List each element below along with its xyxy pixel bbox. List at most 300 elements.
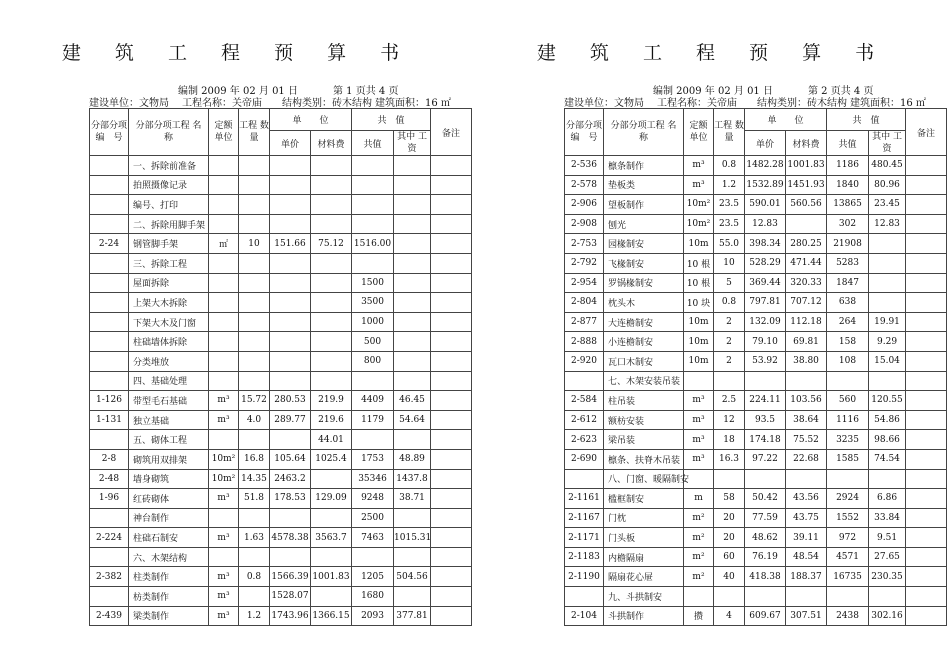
cell-quantity: [239, 430, 270, 450]
cell-total-value: 800: [352, 351, 394, 371]
cell-unit: m²: [684, 528, 714, 548]
cell-note: [431, 606, 472, 626]
cell-note: [906, 508, 947, 528]
cell-name: 内檐隔扇: [604, 547, 684, 567]
cell-material-fee: [311, 312, 352, 332]
table-row: [565, 587, 947, 607]
cell-total-value: 1205: [352, 567, 394, 587]
header-total-value: 共值: [827, 131, 869, 156]
cell-material-fee: 307.51: [786, 606, 827, 626]
cell-labor: 33.84: [869, 508, 906, 528]
cell-material-fee: [311, 587, 352, 607]
cell-labor: [394, 234, 431, 254]
cell-unit: [209, 430, 239, 450]
cell-labor: 74.54: [869, 449, 906, 469]
cell-labor: [394, 214, 431, 234]
cell-material-fee: [311, 371, 352, 391]
cell-code: [90, 195, 129, 215]
cell-unit-price: 1566.39: [270, 567, 311, 587]
cell-material-fee: 320.33: [786, 273, 827, 293]
cell-total-value: 1500: [352, 273, 394, 293]
cell-note: [906, 449, 947, 469]
table-row: [90, 508, 472, 528]
cell-name: 钢管脚手架: [129, 234, 209, 254]
cell-note: [906, 214, 947, 234]
cell-note: [431, 351, 472, 371]
cell-unit-price: [270, 253, 311, 273]
cell-unit-price: 609.67: [745, 606, 786, 626]
cell-total-value: [352, 430, 394, 450]
cell-name: 一、拆除前准备: [129, 156, 209, 176]
cell-material-fee: 1025.4: [311, 449, 352, 469]
cell-quantity: 2: [714, 332, 745, 352]
cell-quantity: 15.72: [239, 391, 270, 411]
table-row: [565, 567, 947, 587]
cell-labor: 12.83: [869, 214, 906, 234]
cell-quantity: [239, 587, 270, 607]
building-area: 建筑面积：16 ㎡: [375, 98, 451, 109]
table-row: [565, 508, 947, 528]
cell-note: [906, 351, 947, 371]
cell-code: 2-104: [565, 606, 604, 626]
cell-quantity: 16.3: [714, 449, 745, 469]
table-row: [90, 214, 472, 234]
table-row: [90, 547, 472, 567]
cell-labor: [394, 508, 431, 528]
header-note: 备注: [906, 109, 947, 156]
cell-labor: 480.45: [869, 156, 906, 176]
cell-name: 枋类制作: [129, 587, 209, 607]
cell-unit: [209, 547, 239, 567]
cell-name: 罗锅椽制安: [604, 273, 684, 293]
cell-labor: 9.29: [869, 332, 906, 352]
budget-table: [89, 108, 472, 626]
cell-material-fee: [311, 195, 352, 215]
header-quantity: 工程 数量: [239, 109, 270, 156]
cell-code: 2-792: [565, 253, 604, 273]
cell-quantity: 2: [714, 312, 745, 332]
cell-total-value: [352, 253, 394, 273]
table-row: [565, 195, 947, 215]
cell-labor: [394, 273, 431, 293]
cell-name: 编号、打印: [129, 195, 209, 215]
cell-note: [431, 371, 472, 391]
cell-code: [565, 587, 604, 607]
table-row: [565, 234, 947, 254]
page-title: 建 筑 工 程 预 算 书: [61, 42, 414, 64]
cell-quantity: [239, 351, 270, 371]
cell-note: [431, 449, 472, 469]
cell-unit-price: 289.77: [270, 410, 311, 430]
table-row: [565, 293, 947, 313]
cell-code: [90, 587, 129, 607]
cell-material-fee: 22.68: [786, 449, 827, 469]
cell-labor: 230.35: [869, 567, 906, 587]
header-note: 备注: [431, 109, 472, 156]
cell-material-fee: [311, 175, 352, 195]
cell-code: [90, 371, 129, 391]
table-row: [90, 293, 472, 313]
header-name: 分部分项工程 名 称: [604, 109, 684, 156]
cell-unit-price: [270, 547, 311, 567]
cell-unit-price: 97.22: [745, 449, 786, 469]
cell-name: 分类堆放: [129, 351, 209, 371]
cell-name: 柱础墙体拆除: [129, 332, 209, 352]
cell-material-fee: 280.25: [786, 234, 827, 254]
cell-material-fee: 43.75: [786, 508, 827, 528]
cell-quantity: [714, 587, 745, 607]
page-number: 第 1 页共 4 页: [333, 86, 399, 97]
cell-labor: [394, 293, 431, 313]
cell-note: [906, 410, 947, 430]
cell-material-fee: [311, 469, 352, 489]
cell-quantity: 18: [714, 430, 745, 450]
cell-code: [565, 469, 604, 489]
cell-labor: 302.16: [869, 606, 906, 626]
construction-unit: 建设单位：文物局: [564, 98, 644, 109]
cell-unit-price: 224.11: [745, 391, 786, 411]
cell-name: 垫板类: [604, 175, 684, 195]
cell-note: [906, 293, 947, 313]
table-row: [565, 253, 947, 273]
cell-unit: m³: [209, 567, 239, 587]
cell-labor: [869, 293, 906, 313]
cell-labor: [394, 332, 431, 352]
cell-material-fee: [311, 156, 352, 176]
cell-labor: [394, 351, 431, 371]
cell-total-value: 4409: [352, 391, 394, 411]
cell-material-fee: 1366.15: [311, 606, 352, 626]
cell-unit: 10 根: [684, 273, 714, 293]
cell-note: [906, 567, 947, 587]
cell-unit-price: [270, 332, 311, 352]
cell-unit-price: 280.53: [270, 391, 311, 411]
cell-labor: 54.86: [869, 410, 906, 430]
cell-total-value: 638: [827, 293, 869, 313]
cell-name: 下架大木及门窗: [129, 312, 209, 332]
cell-labor: 27.65: [869, 547, 906, 567]
cell-material-fee: [786, 214, 827, 234]
cell-material-fee: [311, 547, 352, 567]
cell-unit-price: [745, 587, 786, 607]
cell-unit: [209, 156, 239, 176]
cell-material-fee: [311, 351, 352, 371]
cell-unit: 10m: [684, 351, 714, 371]
cell-quantity: [239, 332, 270, 352]
cell-code: 1-131: [90, 410, 129, 430]
cell-total-value: [352, 195, 394, 215]
cell-material-fee: [311, 293, 352, 313]
cell-name: 六、木架结构: [129, 547, 209, 567]
table-row: [565, 449, 947, 469]
cell-total-value: 108: [827, 351, 869, 371]
cell-quantity: [239, 547, 270, 567]
cell-material-fee: 471.44: [786, 253, 827, 273]
cell-note: [431, 508, 472, 528]
cell-note: [906, 587, 947, 607]
cell-unit: m³: [684, 449, 714, 469]
cell-material-fee: [786, 371, 827, 391]
cell-name: 槛框制安: [604, 489, 684, 509]
table-row: [565, 410, 947, 430]
cell-total-value: [352, 156, 394, 176]
cell-material-fee: 188.37: [786, 567, 827, 587]
cell-code: 2-1167: [565, 508, 604, 528]
cell-labor: [394, 156, 431, 176]
cell-note: [906, 528, 947, 548]
compile-date: 编制 2009 年 02 月 01 日: [653, 86, 773, 97]
cell-code: 2-578: [565, 175, 604, 195]
structure-type: 结构类别：砖木结构: [757, 98, 847, 109]
cell-total-value: [827, 469, 869, 489]
cell-unit: m²: [684, 547, 714, 567]
cell-quantity: 23.5: [714, 195, 745, 215]
cell-labor: [394, 312, 431, 332]
header-total-group: 共 值: [827, 109, 906, 131]
cell-material-fee: 129.09: [311, 489, 352, 509]
cell-note: [906, 156, 947, 176]
cell-unit-price: 151.66: [270, 234, 311, 254]
table-row: [90, 312, 472, 332]
cell-note: [906, 253, 947, 273]
header-unit: 定额 单位: [209, 109, 239, 156]
cell-unit: 攒: [684, 606, 714, 626]
page-number: 第 2 页共 4 页: [808, 86, 874, 97]
header-code: 分部分项 编 号: [565, 109, 604, 156]
cell-unit: [209, 293, 239, 313]
cell-note: [906, 234, 947, 254]
cell-unit: [209, 312, 239, 332]
cell-unit: [209, 508, 239, 528]
cell-note: [431, 587, 472, 607]
cell-labor: [869, 234, 906, 254]
cell-material-fee: [311, 508, 352, 528]
cell-unit-price: [270, 156, 311, 176]
cell-quantity: 1.63: [239, 528, 270, 548]
cell-code: [90, 175, 129, 195]
table-row: [90, 253, 472, 273]
cell-quantity: 16.8: [239, 449, 270, 469]
cell-unit: [209, 175, 239, 195]
cell-note: [431, 528, 472, 548]
cell-unit-price: 76.19: [745, 547, 786, 567]
cell-code: 2-888: [565, 332, 604, 352]
cell-code: 2-753: [565, 234, 604, 254]
cell-total-value: 1516.00: [352, 234, 394, 254]
cell-unit: m³: [209, 489, 239, 509]
cell-material-fee: 44.01: [311, 430, 352, 450]
cell-quantity: 0.8: [239, 567, 270, 587]
cell-total-value: 1552: [827, 508, 869, 528]
header-quantity: 工程 数量: [714, 109, 745, 156]
cell-unit-price: [270, 293, 311, 313]
table-row: [565, 606, 947, 626]
project-name: 工程名称：关帝庙: [657, 98, 737, 109]
cell-code: 2-908: [565, 214, 604, 234]
cell-unit-price: [270, 371, 311, 391]
cell-code: [565, 371, 604, 391]
header-total-value: 共值: [352, 131, 394, 156]
cell-unit-price: 79.10: [745, 332, 786, 352]
cell-labor: [869, 371, 906, 391]
table-row: [90, 430, 472, 450]
cell-quantity: 1.2: [239, 606, 270, 626]
cell-total-value: 1847: [827, 273, 869, 293]
cell-code: [90, 156, 129, 176]
cell-name: 枕头木: [604, 293, 684, 313]
cell-unit: [209, 332, 239, 352]
cell-name: 九、斗拱制安: [604, 587, 684, 607]
cell-unit: [209, 273, 239, 293]
cell-labor: 1437.8: [394, 469, 431, 489]
cell-total-value: [352, 371, 394, 391]
table-row: [565, 214, 947, 234]
cell-quantity: 51.8: [239, 489, 270, 509]
cell-material-fee: 112.18: [786, 312, 827, 332]
cell-name: 七、木架安装吊装: [604, 371, 684, 391]
cell-code: [90, 430, 129, 450]
cell-code: 2-1171: [565, 528, 604, 548]
cell-material-fee: 75.52: [786, 430, 827, 450]
cell-unit: 10m²: [684, 195, 714, 215]
cell-name: 刨光: [604, 214, 684, 234]
cell-unit: m³: [684, 156, 714, 176]
cell-note: [431, 214, 472, 234]
cell-name: 隔扇花心屉: [604, 567, 684, 587]
cell-total-value: 1585: [827, 449, 869, 469]
cell-code: 2-584: [565, 391, 604, 411]
cell-unit-price: 77.59: [745, 508, 786, 528]
cell-quantity: [239, 312, 270, 332]
cell-note: [906, 469, 947, 489]
cell-unit: m³: [209, 587, 239, 607]
cell-material-fee: [311, 273, 352, 293]
cell-unit-price: 1532.89: [745, 175, 786, 195]
cell-unit-price: 105.64: [270, 449, 311, 469]
cell-code: 2-954: [565, 273, 604, 293]
cell-quantity: 1.2: [714, 175, 745, 195]
cell-quantity: 14.35: [239, 469, 270, 489]
cell-total-value: [827, 371, 869, 391]
cell-quantity: [239, 214, 270, 234]
cell-name: 三、拆除工程: [129, 253, 209, 273]
header-unit-price: 单价: [270, 131, 311, 156]
cell-quantity: 23.5: [714, 214, 745, 234]
cell-labor: [394, 195, 431, 215]
cell-name: 拍照摄像记录: [129, 175, 209, 195]
cell-quantity: 55.0: [714, 234, 745, 254]
cell-total-value: 7463: [352, 528, 394, 548]
table-row: [90, 175, 472, 195]
cell-code: 2-1161: [565, 489, 604, 509]
cell-total-value: 1840: [827, 175, 869, 195]
cell-quantity: 5: [714, 273, 745, 293]
cell-unit-price: 797.81: [745, 293, 786, 313]
cell-unit: [684, 587, 714, 607]
cell-code: 2-804: [565, 293, 604, 313]
table-row: [565, 351, 947, 371]
cell-quantity: 2: [714, 351, 745, 371]
cell-labor: [394, 587, 431, 607]
cell-note: [431, 547, 472, 567]
cell-material-fee: 75.12: [311, 234, 352, 254]
cell-code: 2-8: [90, 449, 129, 469]
cell-note: [906, 332, 947, 352]
cell-material-fee: 560.56: [786, 195, 827, 215]
table-row: [90, 156, 472, 176]
header-price-group: 单 位: [270, 109, 352, 131]
cell-material-fee: 219.9: [311, 391, 352, 411]
cell-unit: 10m²: [209, 449, 239, 469]
cell-unit-price: [270, 430, 311, 450]
cell-note: [906, 175, 947, 195]
cell-quantity: 2.5: [714, 391, 745, 411]
cell-name: 大连檐制安: [604, 312, 684, 332]
cell-unit-price: 4578.38: [270, 528, 311, 548]
cell-code: 2-690: [565, 449, 604, 469]
cell-note: [431, 195, 472, 215]
cell-quantity: [239, 371, 270, 391]
cell-unit: 10 块: [684, 293, 714, 313]
cell-total-value: 158: [827, 332, 869, 352]
cell-note: [431, 391, 472, 411]
cell-note: [906, 430, 947, 450]
cell-unit-price: 1482.28: [745, 156, 786, 176]
cell-note: [431, 430, 472, 450]
cell-unit-price: 398.34: [745, 234, 786, 254]
header-unit: 定额 单位: [684, 109, 714, 156]
cell-quantity: [239, 156, 270, 176]
cell-note: [431, 567, 472, 587]
cell-name: 砌筑用双排架: [129, 449, 209, 469]
cell-total-value: 2438: [827, 606, 869, 626]
cell-name: 柱础石制安: [129, 528, 209, 548]
cell-labor: 6.86: [869, 489, 906, 509]
cell-material-fee: [786, 587, 827, 607]
cell-unit: m²: [684, 508, 714, 528]
cell-unit: m³: [209, 528, 239, 548]
cell-name: 梁类制作: [129, 606, 209, 626]
cell-unit-price: [270, 273, 311, 293]
cell-quantity: 4: [714, 606, 745, 626]
cell-name: 带型毛石基础: [129, 391, 209, 411]
cell-unit-price: [270, 351, 311, 371]
cell-name: 红砖砌体: [129, 489, 209, 509]
cell-code: 2-877: [565, 312, 604, 332]
cell-code: [90, 508, 129, 528]
cell-total-value: 13865: [827, 195, 869, 215]
cell-labor: 19.91: [869, 312, 906, 332]
cell-note: [906, 195, 947, 215]
cell-note: [906, 273, 947, 293]
cell-labor: 46.45: [394, 391, 431, 411]
cell-name: 门枕: [604, 508, 684, 528]
cell-unit: 10 根: [684, 253, 714, 273]
cell-code: 2-382: [90, 567, 129, 587]
cell-unit-price: 53.92: [745, 351, 786, 371]
cell-name: 柱吊装: [604, 391, 684, 411]
cell-unit: m²: [684, 567, 714, 587]
cell-code: [90, 332, 129, 352]
cell-note: [431, 410, 472, 430]
cell-unit: ㎡: [209, 234, 239, 254]
cell-unit-price: 48.62: [745, 528, 786, 548]
table-row: [565, 547, 947, 567]
cell-unit-price: 50.42: [745, 489, 786, 509]
cell-unit: 10m²: [684, 214, 714, 234]
cell-code: 2-920: [565, 351, 604, 371]
table-row: [565, 528, 947, 548]
